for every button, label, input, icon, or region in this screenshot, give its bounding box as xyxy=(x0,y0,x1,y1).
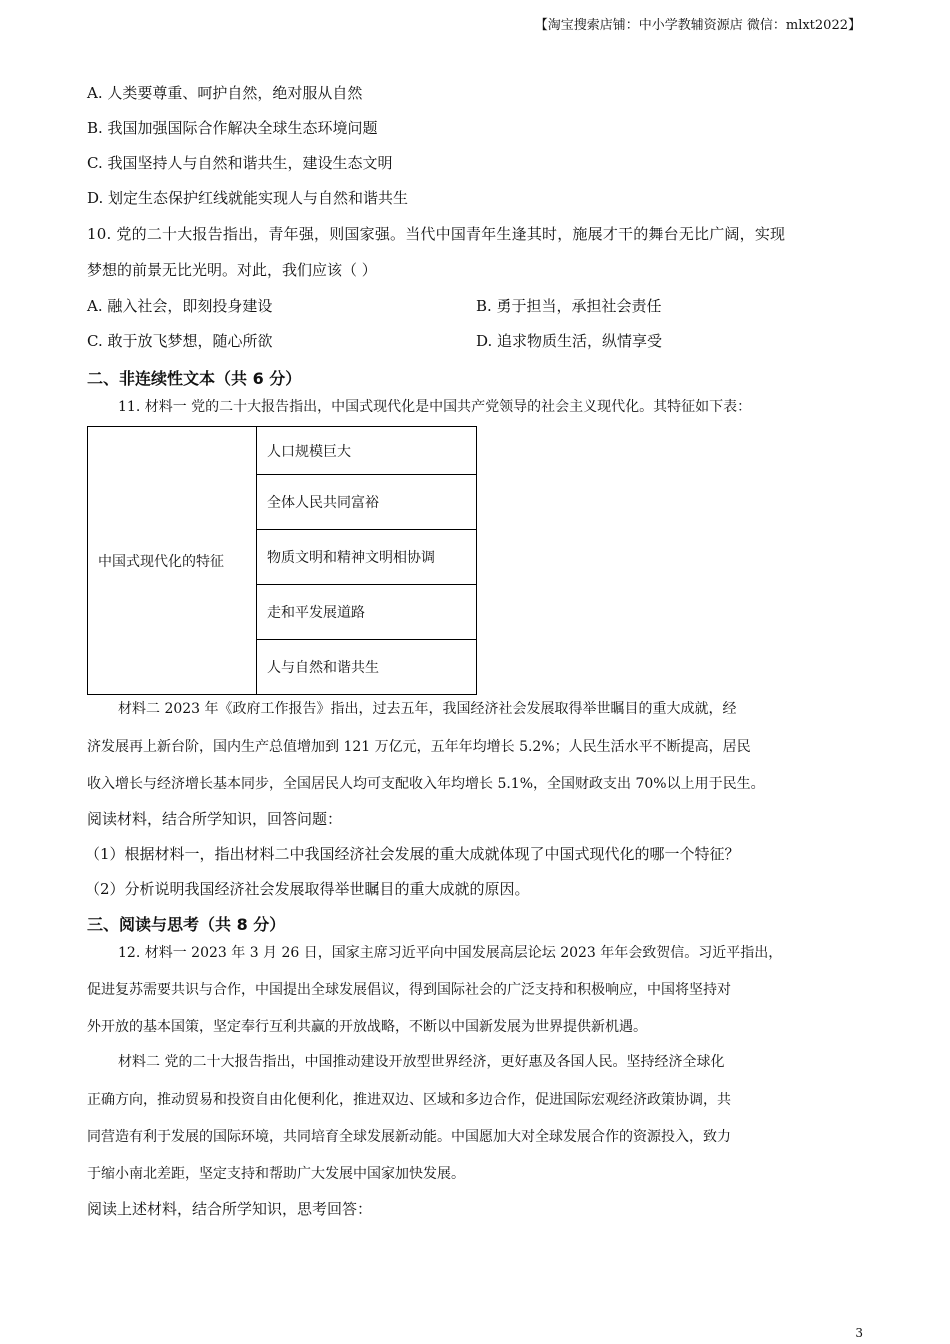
q12-prompt: 阅读上述材料，结合所学知识，思考回答： xyxy=(87,1200,373,1218)
page-header: 【淘宝搜索店铺：中小学教辅资源店 微信：mlxt2022】 xyxy=(534,18,861,33)
q12-material1-line3: 外开放的基本国策，坚定奉行互利共赢的开放战略，不断以中国新发展为世界提供新机遇。 xyxy=(87,1019,647,1035)
q10-option-c: C. 敢于放飞梦想，随心所欲 xyxy=(87,332,273,350)
q12-material1-line1: 12. 材料一 2023 年 3 月 26 日，国家主席习近平向中国发展高层论坛 2023 年年会致贺信。习近平指出， xyxy=(118,945,783,961)
features-table-label: 中国式现代化的特征 xyxy=(88,427,257,695)
q12-material2-line3: 同营造有利于发展的国际环境，共同培育全球发展新动能。中国愿加大对全球发展合作的资源投入，致力 xyxy=(87,1129,731,1145)
q10-stem-line1: 10. 党的二十大报告指出，青年强，则国家强。当代中国青年生逢其时，施展才干的舞台无比广阔，实现 xyxy=(87,225,786,243)
q12-material1-line2: 促进复苏需要共识与合作，中国提出全球发展倡议，得到国际社会的广泛支持和积极响应，中国将坚持对 xyxy=(87,982,731,998)
q12-material2-line1: 材料二 党的二十大报告指出，中国推动建设开放型世界经济，更好惠及各国人民。坚持经济全球化 xyxy=(118,1054,725,1070)
q11-prompt: 阅读材料，结合所学知识，回答问题： xyxy=(87,810,343,828)
q10-stem-line2: 梦想的前景无比光明。对此，我们应该（ ） xyxy=(87,261,377,279)
features-table xyxy=(87,426,477,695)
q11-sub1: （1）根据材料一，指出材料二中我国经济社会发展的重大成就体现了中国式现代化的哪一个特征？ xyxy=(85,845,740,863)
q10-option-d: D. 追求物质生活，纵情享受 xyxy=(476,332,663,350)
q11-intro: 11. 材料一 党的二十大报告指出，中国式现代化是中国共产党领导的社会主义现代化。其特征如下表： xyxy=(118,399,752,415)
page-number: 3 xyxy=(855,1326,863,1340)
q10-option-b: B. 勇于担当，承担社会责任 xyxy=(476,297,662,315)
section2-title: 二、非连续性文本（共 6 分） xyxy=(87,369,302,388)
q11-sub2: （2）分析说明我国经济社会发展取得举世瞩目的重大成就的原因。 xyxy=(85,880,530,898)
q9-option-b: B. 我国加强国际合作解决全球生态环境问题 xyxy=(87,119,378,137)
q11-material2-line3: 收入增长与经济增长基本同步，全国居民人均可支配收入年均增长 5.1%，全国财政支出 70%以上用于民生。 xyxy=(87,776,765,792)
q9-option-d: D. 划定生态保护红线就能实现人与自然和谐共生 xyxy=(87,189,409,207)
feature-cell: 全体人民共同富裕 xyxy=(257,475,477,530)
section3-title: 三、阅读与思考（共 8 分） xyxy=(87,915,286,934)
q12-material2-line4: 于缩小南北差距，坚定支持和帮助广大发展中国家加快发展。 xyxy=(87,1166,465,1182)
feature-cell: 物质文明和精神文明相协调 xyxy=(257,530,477,585)
feature-cell: 人与自然和谐共生 xyxy=(257,640,477,695)
q10-option-a: A. 融入社会，即刻投身建设 xyxy=(87,297,273,315)
q11-material2-line2: 济发展再上新台阶，国内生产总值增加到 121 万亿元，五年年均增长 5.2%；人民生活水平不断提高，居民 xyxy=(87,739,751,755)
q9-option-c: C. 我国坚持人与自然和谐共生，建设生态文明 xyxy=(87,154,393,172)
feature-cell: 人口规模巨大 xyxy=(257,427,477,475)
q9-option-a: A. 人类要尊重、呵护自然，绝对服从自然 xyxy=(87,84,363,102)
feature-cell: 走和平发展道路 xyxy=(257,585,477,640)
q12-material2-line2: 正确方向，推动贸易和投资自由化便利化，推进双边、区域和多边合作，促进国际宏观经济政策协调，共 xyxy=(87,1092,731,1108)
q11-material2-line1: 材料二 2023 年《政府工作报告》指出，过去五年，我国经济社会发展取得举世瞩目的重大成就，经 xyxy=(118,701,737,717)
